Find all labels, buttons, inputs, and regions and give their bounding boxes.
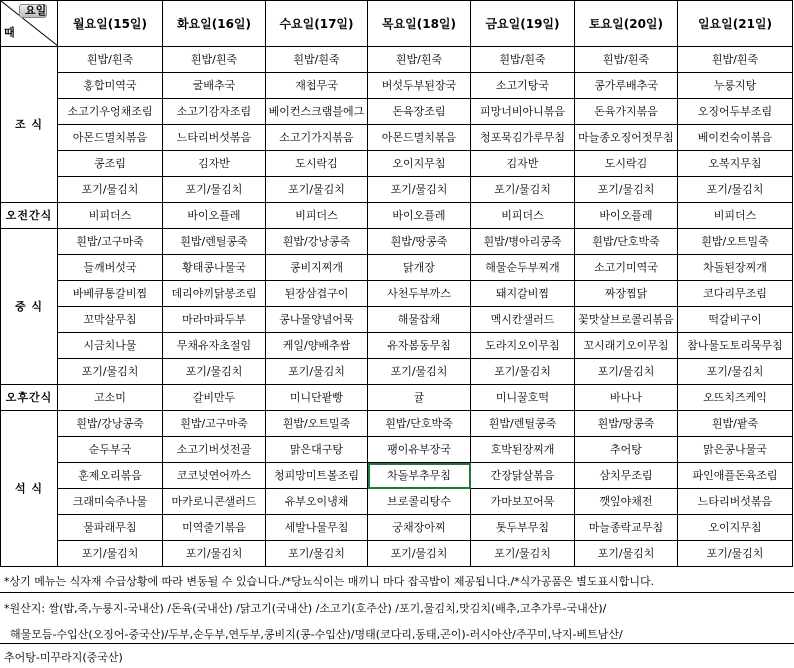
menu-cell[interactable]: 청피망미트볼조림 (266, 463, 368, 489)
menu-cell[interactable]: 떡갈비구이 (678, 307, 793, 333)
menu-cell[interactable]: 삼치무조림 (575, 463, 678, 489)
menu-cell[interactable]: 비피더스 (58, 203, 163, 229)
meal-label: 석 식 (1, 411, 58, 567)
menu-cell[interactable]: 흰밥/렌틸콩죽 (163, 229, 266, 255)
menu-cell[interactable]: 흰밥/팥죽 (678, 411, 793, 437)
menu-cell[interactable]: 포기/물김치 (266, 177, 368, 203)
menu-cell[interactable]: 돼지갈비찜 (471, 281, 575, 307)
menu-cell[interactable]: 참나물도토리묵무침 (678, 333, 793, 359)
menu-cell[interactable]: 물파래무침 (58, 515, 163, 541)
menu-cell[interactable]: 포기/물김치 (471, 541, 575, 567)
menu-cell[interactable]: 맑은콩나물국 (678, 437, 793, 463)
menu-cell[interactable]: 비피더스 (266, 203, 368, 229)
menu-cell[interactable]: 돈육가지볶음 (575, 99, 678, 125)
menu-cell[interactable]: 유자봄동무침 (368, 333, 471, 359)
menu-cell[interactable]: 해물잡채 (368, 307, 471, 333)
menu-cell[interactable]: 궁채장아찌 (368, 515, 471, 541)
menu-cell[interactable]: 포기/물김치 (575, 541, 678, 567)
menu-cell[interactable]: 가마보꼬어묵 (471, 489, 575, 515)
table-row (1, 437, 793, 463)
menu-cell[interactable]: 포기/물김치 (266, 359, 368, 385)
menu-cell[interactable]: 차돌부추무침 (368, 463, 471, 489)
menu-cell[interactable]: 굴배추국 (163, 73, 266, 99)
menu-cell[interactable]: 코다리무조림 (678, 281, 793, 307)
menu-cell[interactable]: 오뜨치즈케익 (678, 385, 793, 411)
menu-cell[interactable]: 콩조림 (58, 151, 163, 177)
menu-cell[interactable]: 포기/물김치 (678, 177, 793, 203)
day-header: 목요일(18일) (368, 1, 471, 47)
menu-cell[interactable]: 포기/물김치 (368, 359, 471, 385)
menu-cell[interactable]: 버섯두부된장국 (368, 73, 471, 99)
menu-cell[interactable]: 데리야끼닭봉조림 (163, 281, 266, 307)
table-row (1, 177, 793, 203)
menu-cell[interactable]: 포기/물김치 (163, 177, 266, 203)
menu-cell[interactable]: 콩가루배추국 (575, 73, 678, 99)
divider (0, 592, 794, 593)
menu-cell[interactable]: 홍합미역국 (58, 73, 163, 99)
menu-cell[interactable]: 소고기버섯전골 (163, 437, 266, 463)
menu-cell[interactable]: 바이오플레 (368, 203, 471, 229)
menu-cell[interactable]: 톳두부무침 (471, 515, 575, 541)
menu-cell[interactable]: 소고기우엉채조림 (58, 99, 163, 125)
menu-cell[interactable]: 김자반 (471, 151, 575, 177)
menu-cell[interactable]: 비피더스 (678, 203, 793, 229)
menu-cell[interactable]: 흰밥/흰죽 (575, 47, 678, 73)
menu-cell[interactable]: 포기/물김치 (163, 359, 266, 385)
table-row (1, 151, 793, 177)
menu-cell[interactable]: 바이오플레 (575, 203, 678, 229)
menu-cell[interactable]: 꽃맛살브로콜리볶음 (575, 307, 678, 333)
menu-cell[interactable]: 누룽지탕 (678, 73, 793, 99)
menu-cell[interactable]: 미니단팥빵 (266, 385, 368, 411)
menu-cell[interactable]: 흰밥/고구마죽 (163, 411, 266, 437)
menu-cell[interactable]: 도라지오이무침 (471, 333, 575, 359)
menu-cell[interactable]: 돈육장조림 (368, 99, 471, 125)
menu-cell[interactable]: 베이컨스크램블에그 (266, 99, 368, 125)
menu-cell[interactable]: 소고기미역국 (575, 255, 678, 281)
menu-cell[interactable]: 브로콜리탕수 (368, 489, 471, 515)
menu-cell[interactable]: 케일/양배추쌈 (266, 333, 368, 359)
note-line: 해물모듬-수입산(오징어-중국산)/두부,순두부,연두부,콩비지(콩-수입산)/명태(코다리,동태,곤이)-러시아산/주꾸미,낙지-베트남산/ (10, 628, 623, 641)
menu-cell[interactable]: 마카로니콘샐러드 (163, 489, 266, 515)
menu-cell[interactable]: 파인애플돈육조림 (678, 463, 793, 489)
menu-cell[interactable]: 시금치나물 (58, 333, 163, 359)
menu-cell[interactable]: 흰밥/오트밀죽 (678, 229, 793, 255)
menu-cell[interactable]: 소고기감자조림 (163, 99, 266, 125)
table-row (1, 99, 793, 125)
header-row (1, 1, 793, 47)
menu-cell[interactable]: 깻잎야채전 (575, 489, 678, 515)
menu-cell[interactable]: 바나나 (575, 385, 678, 411)
menu-cell[interactable]: 흰밥/흰죽 (163, 47, 266, 73)
menu-cell[interactable]: 흰밥/땅콩죽 (368, 229, 471, 255)
menu-cell[interactable]: 차돌된장찌개 (678, 255, 793, 281)
menu-cell[interactable]: 포기/물김치 (678, 359, 793, 385)
menu-cell[interactable]: 비피더스 (471, 203, 575, 229)
menu-cell[interactable]: 마라마파두부 (163, 307, 266, 333)
menu-cell[interactable]: 해물순두부찌개 (471, 255, 575, 281)
table-row (1, 515, 793, 541)
table-row (1, 541, 793, 567)
menu-cell[interactable]: 청포묵김가루무침 (471, 125, 575, 151)
menu-cell[interactable]: 호박된장찌개 (471, 437, 575, 463)
menu-cell[interactable]: 멕시칸샐러드 (471, 307, 575, 333)
menu-cell[interactable]: 아몬드멸치볶음 (58, 125, 163, 151)
menu-cell[interactable]: 무채유자초절임 (163, 333, 266, 359)
day-header: 수요일(17일) (266, 1, 368, 47)
menu-cell[interactable]: 마늘종락교무침 (575, 515, 678, 541)
table-row (1, 385, 793, 411)
menu-cell[interactable]: 콩비지찌개 (266, 255, 368, 281)
note-line: *원산지: 쌀(밥,죽,누룽지-국내산) /돈육(국내산) /닭고기(국내산) /소고기(호주산) /포기,물김치,맛김치(배추,고추가루-국내산)/ (4, 602, 607, 615)
menu-cell[interactable]: 도시락김 (266, 151, 368, 177)
menu-cell[interactable]: 미역줄기볶음 (163, 515, 266, 541)
menu-cell[interactable]: 짜장찜닭 (575, 281, 678, 307)
menu-cell[interactable]: 오징어두부조림 (678, 99, 793, 125)
table-row (1, 47, 793, 73)
day-header: 일요일(21일) (678, 1, 793, 47)
menu-cell[interactable]: 흰밥/흰죽 (266, 47, 368, 73)
menu-cell[interactable]: 크래미숙주나물 (58, 489, 163, 515)
day-header: 금요일(19일) (471, 1, 575, 47)
menu-cell[interactable]: 흰밥/단호박죽 (575, 229, 678, 255)
menu-cell[interactable]: 소고기가지볶음 (266, 125, 368, 151)
menu-cell[interactable]: 포기/물김치 (58, 359, 163, 385)
menu-cell[interactable]: 추어탕 (575, 437, 678, 463)
table-row (1, 281, 793, 307)
menu-cell[interactable]: 흰밥/강낭콩죽 (266, 229, 368, 255)
menu-cell[interactable]: 포기/물김치 (575, 359, 678, 385)
menu-cell[interactable]: 들깨버섯국 (58, 255, 163, 281)
menu-cell[interactable]: 포기/물김치 (368, 541, 471, 567)
meal-label: 오전간식 (1, 203, 58, 229)
table-row (1, 411, 793, 437)
menu-cell[interactable]: 아몬드멸치볶음 (368, 125, 471, 151)
corner-top-label: 요일 (25, 4, 47, 17)
menu-cell[interactable]: 베이컨숙이볶음 (678, 125, 793, 151)
menu-cell[interactable]: 맑은대구탕 (266, 437, 368, 463)
menu-cell[interactable]: 콩나물양념어묵 (266, 307, 368, 333)
table-row (1, 203, 793, 229)
menu-cell[interactable]: 마늘종오징어젓무침 (575, 125, 678, 151)
menu-cell[interactable]: 미니꿀호떡 (471, 385, 575, 411)
menu-cell[interactable]: 포기/물김치 (471, 177, 575, 203)
day-header: 화요일(16일) (163, 1, 266, 47)
menu-cell[interactable]: 흰밥/흰죽 (58, 47, 163, 73)
menu-cell[interactable]: 재첩무국 (266, 73, 368, 99)
table-row (1, 359, 793, 385)
menu-cell[interactable]: 흰밥/고구마죽 (58, 229, 163, 255)
menu-cell[interactable]: 유부오이냉채 (266, 489, 368, 515)
note-line: *상기 메뉴는 식자재 수급상황에 따라 변동될 수 있습니다./*당뇨식이는 매끼니 마다 잡곡밥이 제공됩니다./*식가공품은 별도표시합니다. (4, 575, 655, 588)
menu-cell[interactable]: 포기/물김치 (266, 541, 368, 567)
menu-cell[interactable]: 순두부국 (58, 437, 163, 463)
meal-label: 오후간식 (1, 385, 58, 411)
table-row (1, 229, 793, 255)
menu-cell[interactable]: 훈제오리볶음 (58, 463, 163, 489)
divider (0, 643, 794, 644)
menu-cell[interactable]: 포기/물김치 (58, 177, 163, 203)
table-row (1, 463, 793, 489)
table-row (1, 333, 793, 359)
menu-cell[interactable]: 된장삼겹구이 (266, 281, 368, 307)
menu-cell[interactable]: 느타리버섯볶음 (163, 125, 266, 151)
menu-cell[interactable]: 흰밥/단호박죽 (368, 411, 471, 437)
menu-cell[interactable]: 소고기탕국 (471, 73, 575, 99)
menu-cell[interactable]: 흰밥/흰죽 (368, 47, 471, 73)
menu-cell[interactable]: 흰밥/병아리콩죽 (471, 229, 575, 255)
day-header: 월요일(15일) (58, 1, 163, 47)
menu-cell[interactable]: 포기/물김치 (163, 541, 266, 567)
menu-cell[interactable]: 코코넛연어까스 (163, 463, 266, 489)
meal-label: 조 식 (1, 47, 58, 203)
menu-cell[interactable]: 도시락김 (575, 151, 678, 177)
menu-cell[interactable]: 세발나물무침 (266, 515, 368, 541)
table-row (1, 73, 793, 99)
menu-cell[interactable]: 사천두부까스 (368, 281, 471, 307)
menu-cell[interactable]: 포기/물김치 (58, 541, 163, 567)
menu-cell[interactable]: 피망너비아니볶음 (471, 99, 575, 125)
menu-cell[interactable]: 흰밥/렌틸콩죽 (471, 411, 575, 437)
menu-cell[interactable]: 흰밥/땅콩죽 (575, 411, 678, 437)
day-header: 토요일(20일) (575, 1, 678, 47)
menu-cell[interactable]: 황태콩나물국 (163, 255, 266, 281)
menu-cell[interactable]: 바베큐통갈비찜 (58, 281, 163, 307)
menu-cell[interactable]: 포기/물김치 (368, 177, 471, 203)
menu-cell[interactable]: 고소미 (58, 385, 163, 411)
note-line: 추어탕-미꾸라지(중국산) (4, 651, 123, 664)
menu-cell[interactable]: 오복지무침 (678, 151, 793, 177)
meal-label: 중 식 (1, 229, 58, 385)
menu-cell[interactable]: 팽이유부장국 (368, 437, 471, 463)
menu-cell[interactable]: 김자반 (163, 151, 266, 177)
menu-cell[interactable]: 포기/물김치 (575, 177, 678, 203)
menu-cell[interactable]: 꼬시래기오이무침 (575, 333, 678, 359)
table-row (1, 125, 793, 151)
menu-cell[interactable]: 꼬막살무침 (58, 307, 163, 333)
table-row (1, 307, 793, 333)
table-row (1, 255, 793, 281)
menu-cell[interactable]: 오이지무침 (678, 515, 793, 541)
corner-cell (1, 1, 58, 47)
table-row (1, 489, 793, 515)
menu-cell[interactable]: 바이오플레 (163, 203, 266, 229)
menu-cell[interactable]: 흰밥/흰죽 (471, 47, 575, 73)
menu-cell[interactable]: 흰밥/강낭콩죽 (58, 411, 163, 437)
menu-cell[interactable]: 간장닭살볶음 (471, 463, 575, 489)
menu-cell[interactable]: 느타리버섯볶음 (678, 489, 793, 515)
menu-cell[interactable]: 포기/물김치 (678, 541, 793, 567)
corner-bottom-label: 때 (4, 26, 15, 39)
menu-cell[interactable]: 닭개장 (368, 255, 471, 281)
menu-cell[interactable]: 흰밥/흰죽 (678, 47, 793, 73)
menu-cell[interactable]: 갈비만두 (163, 385, 266, 411)
menu-cell[interactable]: 포기/물김치 (471, 359, 575, 385)
menu-cell[interactable]: 오이지무침 (368, 151, 471, 177)
menu-cell[interactable]: 귤 (368, 385, 471, 411)
menu-cell[interactable]: 흰밥/오트밀죽 (266, 411, 368, 437)
